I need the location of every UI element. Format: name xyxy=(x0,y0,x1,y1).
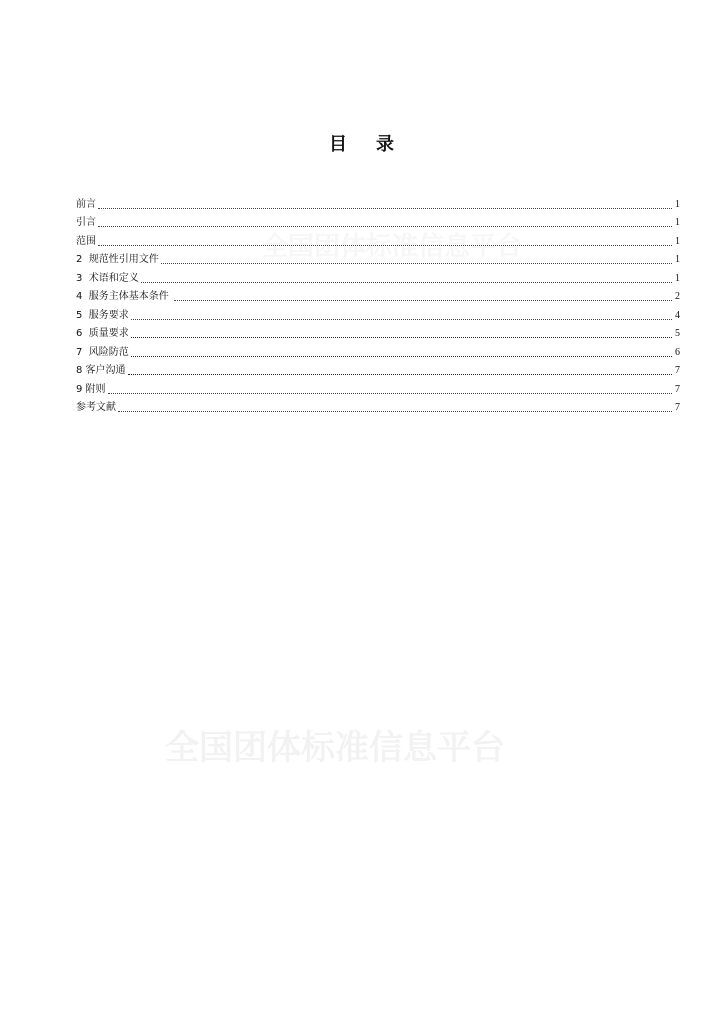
watermark-bottom: 全国团体标准信息平台 xyxy=(165,728,505,768)
toc-leader xyxy=(98,208,672,209)
toc-entry-page: 1 xyxy=(675,272,680,284)
toc-leader xyxy=(161,263,672,264)
watermark-top: 全国团体标准信息平台 xyxy=(261,232,522,262)
toc-entry[interactable] xyxy=(76,359,680,378)
toc-entry-label: 7 风险防范 xyxy=(76,346,129,358)
toc-entry-label: 前言 xyxy=(76,198,96,210)
toc-entry-label: 引言 xyxy=(76,217,96,228)
toc-entry-page: 4 xyxy=(675,309,680,321)
toc-leader xyxy=(131,356,672,357)
toc-entry-label: 参考文献 xyxy=(76,402,116,413)
toc-entry-label: 4 服务主体基本条件 xyxy=(76,291,172,302)
toc-entry-label: 3 术语和定义 xyxy=(76,272,139,284)
toc-leader xyxy=(131,337,672,338)
toc-entry[interactable] xyxy=(76,211,680,230)
toc-leader xyxy=(141,282,672,283)
toc-entry-page: 6 xyxy=(675,346,680,358)
toc-entry[interactable] xyxy=(76,303,680,322)
toc-entry[interactable] xyxy=(76,192,680,211)
toc-leader xyxy=(174,300,672,301)
toc-entry-page: 1 xyxy=(675,198,680,210)
toc-leader xyxy=(128,374,672,375)
toc-leader xyxy=(131,319,672,320)
toc-entry[interactable] xyxy=(76,340,680,359)
toc-entry-page: 7 xyxy=(675,365,680,376)
toc-leader xyxy=(98,245,672,246)
title-char-1: 目 xyxy=(329,134,348,155)
toc-entry-label: 6 质量要求 xyxy=(76,328,129,339)
toc-entry-label: 5 服务要求 xyxy=(76,309,129,321)
toc-entry-label: 9 附则 xyxy=(76,383,106,395)
toc-entry-page: 7 xyxy=(675,402,680,413)
page-title xyxy=(0,130,724,156)
toc-entry-page: 1 xyxy=(675,217,680,228)
toc-leader xyxy=(98,226,672,227)
toc-leader xyxy=(108,393,672,394)
toc-entry-label: 8 客户沟通 xyxy=(76,365,126,376)
toc-entry[interactable] xyxy=(76,322,680,341)
toc-entry-page: 5 xyxy=(675,328,680,339)
toc-entry[interactable] xyxy=(76,266,680,285)
toc-entry-label: 范围 xyxy=(76,235,96,247)
toc-entry[interactable] xyxy=(76,229,680,248)
toc-entry-label: 2 规范性引用文件 xyxy=(76,254,159,265)
table-of-contents xyxy=(76,192,680,414)
toc-entry-page: 7 xyxy=(675,383,680,395)
toc-leader xyxy=(118,411,672,412)
toc-entry[interactable] xyxy=(76,396,680,415)
toc-entry-page: 1 xyxy=(675,235,680,247)
toc-entry[interactable] xyxy=(76,377,680,396)
title-char-2: 录 xyxy=(376,134,395,155)
toc-entry-page: 1 xyxy=(675,254,680,265)
toc-entry[interactable] xyxy=(76,285,680,304)
toc-entry[interactable] xyxy=(76,248,680,267)
toc-entry-page: 2 xyxy=(675,291,680,302)
